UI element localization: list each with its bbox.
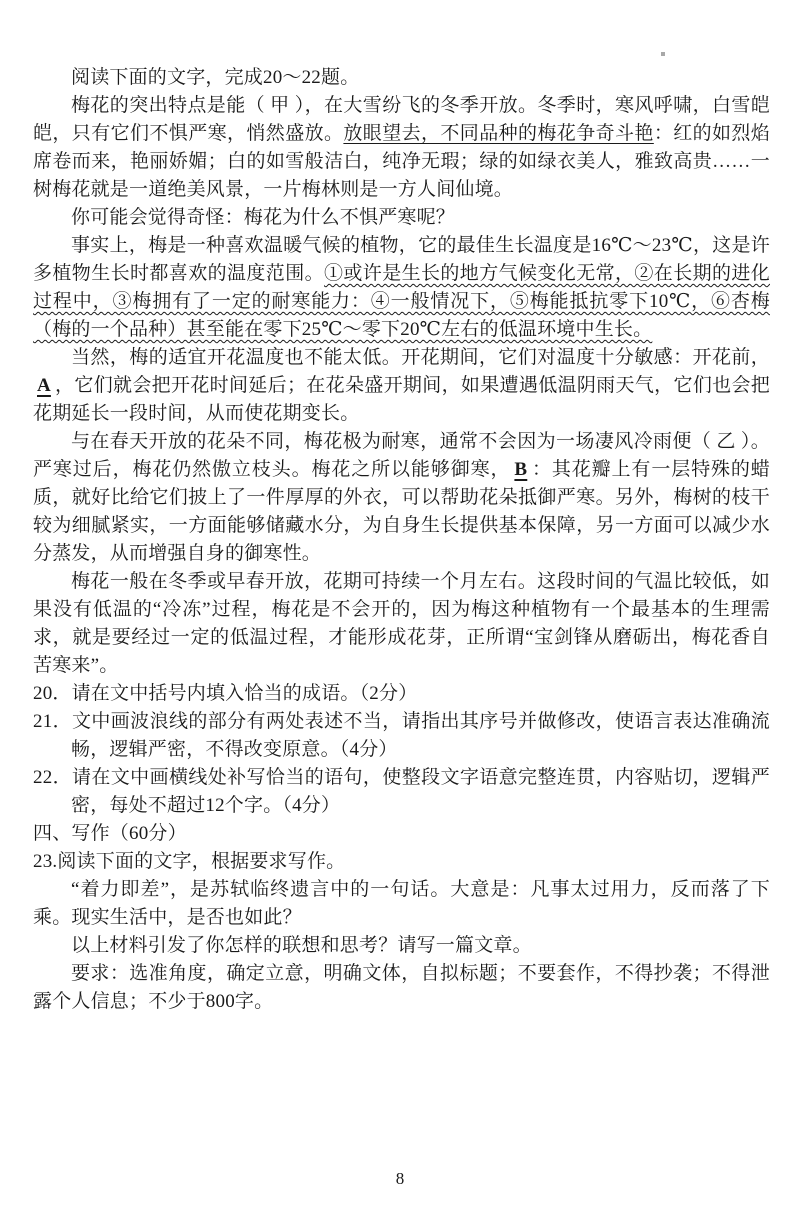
essay-material-1 — [33, 876, 770, 932]
document-page — [33, 64, 770, 1016]
text-run: ，它们就会把开花时间延后；在花朵盛开期间，如果遭遇低温阴雨天气，它们也会把花期延长一段时间，从而使花期变长。 — [33, 375, 770, 424]
text-run: ：其花瓣上有一层特殊的蜡质，就好比给它们披上了一件厚厚的外衣，可以帮助花朵抵御严寒。另外，梅树的枝干较为细腻紧实，一方面能够储藏水分，为自身生长提供基本保障，另一方面可以减少水分蒸发，从而增强自身的御寒性。 — [33, 459, 770, 564]
text-run: 梅花的突出特点是能（ 甲 ），在大雪纷飞的冬季开放。冬季时，寒风呼啸，白雪皑皑，只有它们不惧严寒，悄然盛放。 — [33, 95, 770, 144]
text-run: 23.阅读下面的文字，根据要求写作。 — [33, 851, 346, 872]
text-run: 四、写作（60分） — [33, 823, 187, 844]
scan-artifact — [661, 52, 665, 56]
passage-paragraph-5 — [33, 428, 770, 568]
text-run: 要求：选准角度，确定立意，明确文体，自拟标题；不要套作，不得抄袭；不得泄露个人信息；不少于800字。 — [33, 963, 770, 1012]
passage-paragraph-2 — [33, 204, 770, 232]
section-heading-writing — [33, 820, 770, 848]
text-run: 20．请在文中括号内填入恰当的成语。（2分） — [33, 683, 418, 704]
text-run: 梅花一般在冬季或早春开放，花期可持续一个月左右。这段时间的气温比较低，如果没有低温的“冷冻”过程，梅花是不会开的，因为梅这种植物有一个最基本的生理需求，就是要经过一定的低温过程，才能形成花芽，正所谓“宝剑锋从磨砺出，梅花香自苦寒来”。 — [33, 571, 770, 676]
text-run: 你可能会觉得奇怪：梅花为什么不惧严寒呢？ — [71, 207, 456, 228]
question-21 — [33, 708, 770, 764]
passage-paragraph-6 — [33, 568, 770, 680]
text-run: 事实上，梅是一种喜欢温暖气候的植物，它的最佳生长温度是16℃～23℃，这是许多植物生长时都喜欢的温度范围。 — [33, 235, 770, 284]
fill-blank-b: B — [514, 459, 528, 480]
text-run: 阅读下面的文字，完成20～22题。 — [71, 67, 360, 88]
reading-instruction — [33, 64, 770, 92]
essay-material-2 — [33, 932, 770, 960]
document-body — [33, 64, 770, 1016]
text-run: 21．文中画波浪线的部分有两处表述不当，请指出其序号并做修改，使语言表达准确流畅，逻辑严密，不得改变原意。（4分） — [33, 711, 770, 760]
passage-paragraph-3 — [33, 232, 770, 344]
wavy-underlined-text: ①或许是生长的地方气候变化无常，②在长期的进化过程中，③梅拥有了一定的耐寒能力：④一般情况下，⑤梅能抵抗零下10℃，⑥杏梅（梅的一个品种）甚至能在零下25℃～零下20℃左右的低温环境中生长。 — [33, 263, 770, 340]
text-run: 与在春天开放的花朵不同，梅花极为耐寒，通常不会因为一场凄风冷雨便（ 乙 ）。严寒过后，梅花仍然傲立枝头。梅花之所以能够御寒， — [33, 431, 770, 480]
text-run: 以上材料引发了你怎样的联想和思考？请写一篇文章。 — [71, 935, 532, 956]
text-run: ：红的如烈焰席卷而来，艳丽娇媚；白的如雪般洁白，纯净无瑕；绿的如绿衣美人，雅致高贵……一树梅花就是一道绝美风景，一片梅林则是一方人间仙境。 — [33, 123, 771, 200]
question-22 — [33, 764, 770, 820]
passage-paragraph-1 — [33, 92, 770, 204]
question-23 — [33, 848, 770, 876]
essay-requirements — [33, 960, 770, 1016]
text-run: “着力即差”，是苏轼临终遗言中的一句话。大意是：凡事太过用力，反而落了下乘。现实生活中，是否也如此？ — [33, 879, 770, 928]
page-number: 8 — [395, 1169, 405, 1188]
text-run: 当然，梅的适宜开花温度也不能太低。开花期间，它们对温度十分敏感：开花前， — [71, 347, 770, 368]
underlined-text: 放眼望去，不同品种的梅花争奇斗艳 — [343, 123, 654, 144]
question-20 — [33, 680, 770, 708]
passage-paragraph-4 — [33, 344, 770, 428]
text-run: 22．请在文中画横线处补写恰当的语句，使整段文字语意完整连贯，内容贴切，逻辑严密，每处不超过12个字。（4分） — [33, 767, 770, 816]
fill-blank-a: A — [37, 375, 51, 396]
